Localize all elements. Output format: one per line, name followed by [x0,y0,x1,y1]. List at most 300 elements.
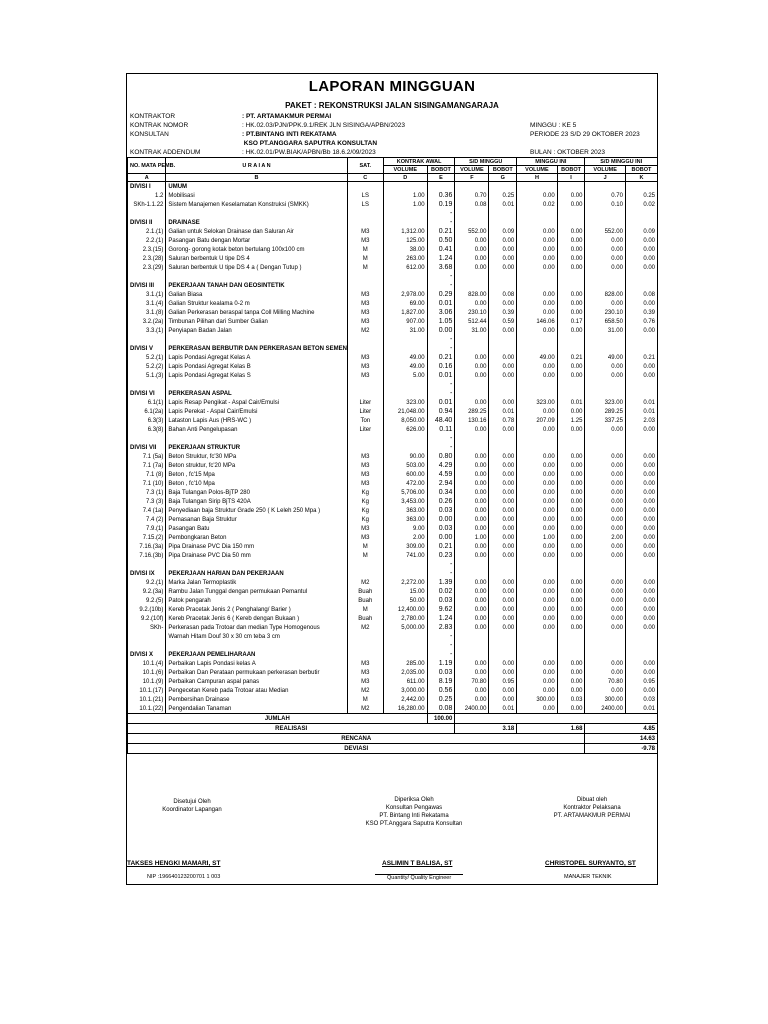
prev-weight: 0.00 [489,578,517,587]
cum-volume: 289.25 [585,407,626,416]
cum-weight: 0.00 [625,596,657,605]
cum-volume: 0.00 [585,461,626,470]
week-volume: 0.00 [517,362,558,371]
item-description [166,272,347,281]
cum-volume: 0.00 [585,470,626,479]
unit: M [347,695,383,704]
week-volume: 0.00 [517,542,558,551]
division-row [128,218,658,227]
cum-volume: 0.00 [585,587,626,596]
item-code: 3.1.(4) [128,299,166,308]
contract-volume [383,389,427,398]
cum-weight [625,281,657,290]
realisasi-previous: 3.18 [455,724,517,734]
week-weight [557,344,585,353]
contract-weight: 0.26 [427,497,455,506]
cum-weight: 2.03 [625,416,657,425]
division-row [128,569,658,578]
contract-weight: - [427,650,455,659]
item-code: 7.16.(3b) [128,551,166,560]
cum-volume [585,434,626,443]
week-volume [517,443,558,452]
week-weight: 0.00 [557,236,585,245]
cum-volume: 0.00 [585,497,626,506]
item-description: Baja Tulangan Sirip BjTS 420A [166,497,347,506]
contract-volume [383,443,427,452]
prev-volume [455,344,489,353]
table-row [128,308,658,317]
unit: Liter [347,425,383,434]
item-description [166,209,347,218]
cum-volume [585,641,626,650]
contract-volume [383,335,427,344]
contract-volume: 50.00 [383,596,427,605]
item-description: PEKERJAAN HARIAN DAN PEKERJAAN [166,569,347,578]
prev-weight: 0.00 [489,587,517,596]
week-volume: 0.00 [517,686,558,695]
contract-weight: 0.03 [427,596,455,605]
unit: Buah [347,596,383,605]
item-description: Pembongkaran Beton [166,533,347,542]
prev-weight [489,344,517,353]
column-letter-row [128,174,658,182]
cum-weight: 0.21 [625,353,657,362]
week-weight: 1.25 [557,416,585,425]
column-letter: A [128,174,166,182]
cum-weight: 0.00 [625,254,657,263]
realisasi-cumulative: 4.85 [585,724,658,734]
unit: Buah [347,614,383,623]
package-title: PAKET : REKONSTRUKSI JALAN SISINGAMANGARAJA [285,101,499,110]
table-row [128,587,658,596]
prev-volume [455,380,489,389]
cum-volume: 0.00 [585,551,626,560]
table-row [128,641,658,650]
prev-weight: 0.00 [489,533,517,542]
week-volume: 0.00 [517,497,558,506]
table-row [128,578,658,587]
prev-weight: 0.00 [489,551,517,560]
unit: M3 [347,677,383,686]
week-weight: 0.00 [557,614,585,623]
week-volume: 0.00 [517,578,558,587]
prev-weight [489,335,517,344]
contract-volume: 309.00 [383,542,427,551]
item-description: Pengecetan Kereb pada Trotoar atau Median [166,686,347,695]
week-volume: 0.00 [517,371,558,380]
contract-volume: 5,000.00 [383,623,427,632]
item-description [166,560,347,569]
cum-volume: 0.00 [585,245,626,254]
contract-volume: 31.00 [383,326,427,335]
prev-volume: 0.00 [455,479,489,488]
cum-weight: 0.08 [625,290,657,299]
item-description: Penyediaan baja Struktur Grade 250 ( K Leleh 250 Mpa ) [166,506,347,515]
contract-volume: 49.00 [383,353,427,362]
week-volume: 0.00 [517,245,558,254]
prev-volume [455,335,489,344]
contract-volume: 626.00 [383,425,427,434]
cum-weight: 0.00 [625,515,657,524]
item-code: DIVISI V [128,344,166,353]
prev-weight: 0.08 [489,290,517,299]
unit: Liter [347,407,383,416]
item-code: 7.15.(2) [128,533,166,542]
item-description: Mobilisasi [166,191,347,200]
week-weight: 0.00 [557,668,585,677]
prev-volume [455,632,489,641]
prev-weight [489,650,517,659]
prev-volume: 0.00 [455,605,489,614]
cum-weight: 0.00 [625,587,657,596]
week-weight: 0.00 [557,623,585,632]
cum-volume [585,560,626,569]
unit: M3 [347,470,383,479]
prev-weight [489,389,517,398]
item-code: 7.1 (5a) [128,452,166,461]
week-weight: 0.00 [557,461,585,470]
contract-volume: 263.00 [383,254,427,263]
week-volume: 323.00 [517,398,558,407]
contract-weight: 0.25 [427,695,455,704]
column-letter: F [455,174,489,182]
prev-volume: 0.00 [455,452,489,461]
week-volume: 0.00 [517,254,558,263]
week-weight: 0.00 [557,542,585,551]
week-volume: 0.00 [517,461,558,470]
cum-volume: 0.00 [585,488,626,497]
item-description: Marka Jalan Termoplastik [166,578,347,587]
col-minggu-ini: MINGGU INI [517,158,585,166]
week-volume: 0.00 [517,479,558,488]
week-volume [517,344,558,353]
contract-weight: 0.80 [427,452,455,461]
prev-volume [455,209,489,218]
unit [347,380,383,389]
contract-volume [383,281,427,290]
cum-volume: 828.00 [585,290,626,299]
item-code: 9.2.(1) [128,578,166,587]
week-volume: 0.00 [517,605,558,614]
cum-volume: 0.00 [585,425,626,434]
item-description: Bahan Anti Pengelupasan [166,425,347,434]
unit: M [347,263,383,272]
week-number: MINGGU : KE 5 [530,122,577,129]
cum-weight: 0.00 [625,533,657,542]
contract-volume: 503.00 [383,461,427,470]
unit: M3 [347,461,383,470]
unit [347,281,383,290]
contract-weight: 4.29 [427,461,455,470]
contract-volume: 741.00 [383,551,427,560]
contract-volume: 38.00 [383,245,427,254]
prev-volume: 2400.00 [455,704,489,714]
prev-volume: 70.80 [455,677,489,686]
prev-volume [455,650,489,659]
week-weight [557,335,585,344]
unit: Kg [347,488,383,497]
info-row-contractor: KONTRAKTOR : PT. ARTAMAKMUR PERMAI [130,113,332,120]
prev-volume: 0.00 [455,614,489,623]
prev-weight [489,380,517,389]
prev-volume: 0.00 [455,497,489,506]
item-description: PERKERASAN ASPAL [166,389,347,398]
item-code: DIVISI IX [128,569,166,578]
contract-weight: 0.21 [427,542,455,551]
prev-volume [455,560,489,569]
week-volume: 0.00 [517,290,558,299]
prev-volume: 0.00 [455,299,489,308]
cum-volume: 0.00 [585,578,626,587]
prev-weight: 0.00 [489,362,517,371]
item-code: 2.2.(1) [128,236,166,245]
item-description: Beton , fc'10 Mpa [166,479,347,488]
prev-volume [455,434,489,443]
prev-weight: 0.00 [489,668,517,677]
prev-weight: 0.00 [489,596,517,605]
week-volume: 0.00 [517,623,558,632]
week-volume [517,335,558,344]
item-code: 10.1.(21) [128,695,166,704]
cum-volume: 0.00 [585,515,626,524]
cum-weight: 0.00 [625,686,657,695]
item-code: 7.1 (10) [128,479,166,488]
week-volume: 0.00 [517,452,558,461]
unit: M3 [347,452,383,461]
prev-volume [455,389,489,398]
unit: Kg [347,506,383,515]
prev-weight: 0.78 [489,416,517,425]
info-row-contract-number: KONTRAK NOMOR : HK.02.03/PJN/PPK.9.1/REK JLN SISINGA/APBN/2023 [130,122,405,129]
cum-volume [585,209,626,218]
item-code: SKh- [128,623,166,632]
contract-weight: 0.02 [427,587,455,596]
unit: M3 [347,371,383,380]
contract-info-right [530,121,640,157]
prev-volume: 0.00 [455,596,489,605]
week-volume: 0.00 [517,587,558,596]
item-code: 6.1(2a) [128,407,166,416]
table-row [128,353,658,362]
contract-weight: - [427,443,455,452]
contract-volume [383,380,427,389]
prev-volume [455,281,489,290]
table-row [128,551,658,560]
period: PERIODE 23 S/D 29 OKTOBER 2023 [530,131,640,138]
cum-volume: 0.00 [585,623,626,632]
week-weight: 0.00 [557,686,585,695]
week-volume [517,569,558,578]
contract-weight: - [427,218,455,227]
cum-weight: 0.03 [625,695,657,704]
prev-weight: 0.00 [489,488,517,497]
cum-volume: 0.00 [585,614,626,623]
week-volume [517,182,558,192]
month: BULAN : OKTOBER 2023 [530,149,606,156]
prev-volume: 828.00 [455,290,489,299]
item-description: Pasangan Batu [166,524,347,533]
prev-volume: 0.00 [455,551,489,560]
item-description: Pemasanan Baja Struktur [166,515,347,524]
prev-weight: 0.00 [489,542,517,551]
table-row [128,506,658,515]
division-row [128,443,658,452]
week-weight: 0.00 [557,299,585,308]
approver-nip: NIP :196640123200701 1 003 [147,874,221,880]
cum-weight [625,218,657,227]
unit [347,569,383,578]
contract-weight: 0.36 [427,191,455,200]
prev-volume: 0.00 [455,515,489,524]
cum-volume [585,182,626,192]
cum-weight: 0.00 [625,668,657,677]
week-volume: 300.00 [517,695,558,704]
prev-weight: 0.00 [489,353,517,362]
unit: M [347,551,383,560]
contract-volume: 323.00 [383,398,427,407]
contract-volume [383,272,427,281]
week-volume: 0.00 [517,407,558,416]
prev-volume: 512.44 [455,317,489,326]
unit: Ton [347,416,383,425]
contract-volume: 611.00 [383,677,427,686]
contract-weight: 0.21 [427,353,455,362]
week-volume: 0.00 [517,614,558,623]
contract-volume [383,569,427,578]
item-description: Lapis Pondasi Agregat Kelas S [166,371,347,380]
prev-volume: 0.00 [455,695,489,704]
table-row [128,416,658,425]
table-row [128,497,658,506]
table-row [128,560,658,569]
week-weight: 0.00 [557,515,585,524]
table-body [128,182,658,714]
week-volume: 0.00 [517,488,558,497]
contract-weight: 0.29 [427,290,455,299]
item-code: 7.16.(3a) [128,542,166,551]
cum-weight: 0.01 [625,704,657,714]
unit: M3 [347,299,383,308]
cum-volume: 0.00 [585,542,626,551]
contract-volume: 90.00 [383,452,427,461]
column-letter: J [585,174,626,182]
item-description: Pasangan Batu dengan Mortar [166,236,347,245]
contract-volume: 125.00 [383,236,427,245]
progress-table [127,157,658,754]
unit [347,650,383,659]
prev-weight: 0.00 [489,263,517,272]
cum-weight [625,443,657,452]
week-volume [517,632,558,641]
contract-volume [383,218,427,227]
item-code: 5.2.(2) [128,362,166,371]
item-description: Kereb Pracetak Jenis 2 ( Penghalang/ Barier ) [166,605,347,614]
prev-volume: 0.00 [455,686,489,695]
contract-volume: 21,048.00 [383,407,427,416]
prev-volume: 0.00 [455,506,489,515]
contract-weight: 0.00 [427,515,455,524]
item-code: 9.2.(10b) [128,605,166,614]
prev-volume: 0.00 [455,587,489,596]
contract-volume [383,182,427,192]
table-row [128,398,658,407]
contract-volume: 1,312.00 [383,227,427,236]
week-weight [557,209,585,218]
item-description: Galian untuk Selokan Drainase dan Saluran Air [166,227,347,236]
unit: M3 [347,479,383,488]
prev-volume: 0.00 [455,263,489,272]
contract-volume [383,560,427,569]
contract-weight: 0.03 [427,524,455,533]
prev-weight [489,434,517,443]
cum-volume: 0.00 [585,263,626,272]
prev-volume: 0.00 [455,461,489,470]
prev-weight [489,641,517,650]
table-row [128,659,658,668]
item-code: 6.3(8) [128,425,166,434]
cum-weight [625,182,657,192]
item-code [128,434,166,443]
table-row [128,605,658,614]
week-weight: 0.01 [557,398,585,407]
unit: M2 [347,326,383,335]
cum-volume [585,632,626,641]
prev-weight [489,443,517,452]
item-code: 7.1 (7a) [128,461,166,470]
unit [347,209,383,218]
prev-volume: 0.00 [455,398,489,407]
week-volume: 0.00 [517,506,558,515]
cum-weight: 0.00 [625,299,657,308]
prev-volume: 0.00 [455,245,489,254]
contract-volume: 16,280.00 [383,704,427,714]
cum-weight: 0.00 [625,497,657,506]
contract-weight: 3.68 [427,263,455,272]
report-title: LAPORAN MINGGUAN [308,78,476,95]
contract-weight: 4.59 [427,470,455,479]
cum-weight [625,344,657,353]
table-row [128,668,658,677]
week-volume: 0.00 [517,263,558,272]
unit: M [347,245,383,254]
cum-weight: 0.00 [625,623,657,632]
cum-volume: 0.00 [585,362,626,371]
item-code: SKh-1.1.22 [128,200,166,209]
item-description: Beton struktur, fc'20 MPa [166,461,347,470]
item-code: 9.2.(5) [128,596,166,605]
table-row [128,326,658,335]
table-row [128,686,658,695]
week-weight: 0.00 [557,362,585,371]
week-volume: 0.00 [517,236,558,245]
item-description: Gorong- gorong kotak beton bertulang 100x100 cm [166,245,347,254]
week-weight: 0.00 [557,227,585,236]
prev-volume: 130.16 [455,416,489,425]
table-row [128,470,658,479]
week-volume: 0.00 [517,668,558,677]
cum-weight: 0.00 [625,245,657,254]
table-row [128,542,658,551]
contract-weight: 0.01 [427,398,455,407]
table-row [128,461,658,470]
unit: M3 [347,659,383,668]
table-row [128,371,658,380]
contract-weight: - [427,272,455,281]
item-description [166,335,347,344]
cum-volume: 0.00 [585,596,626,605]
cum-weight: 0.00 [625,605,657,614]
cum-volume: 0.00 [585,236,626,245]
